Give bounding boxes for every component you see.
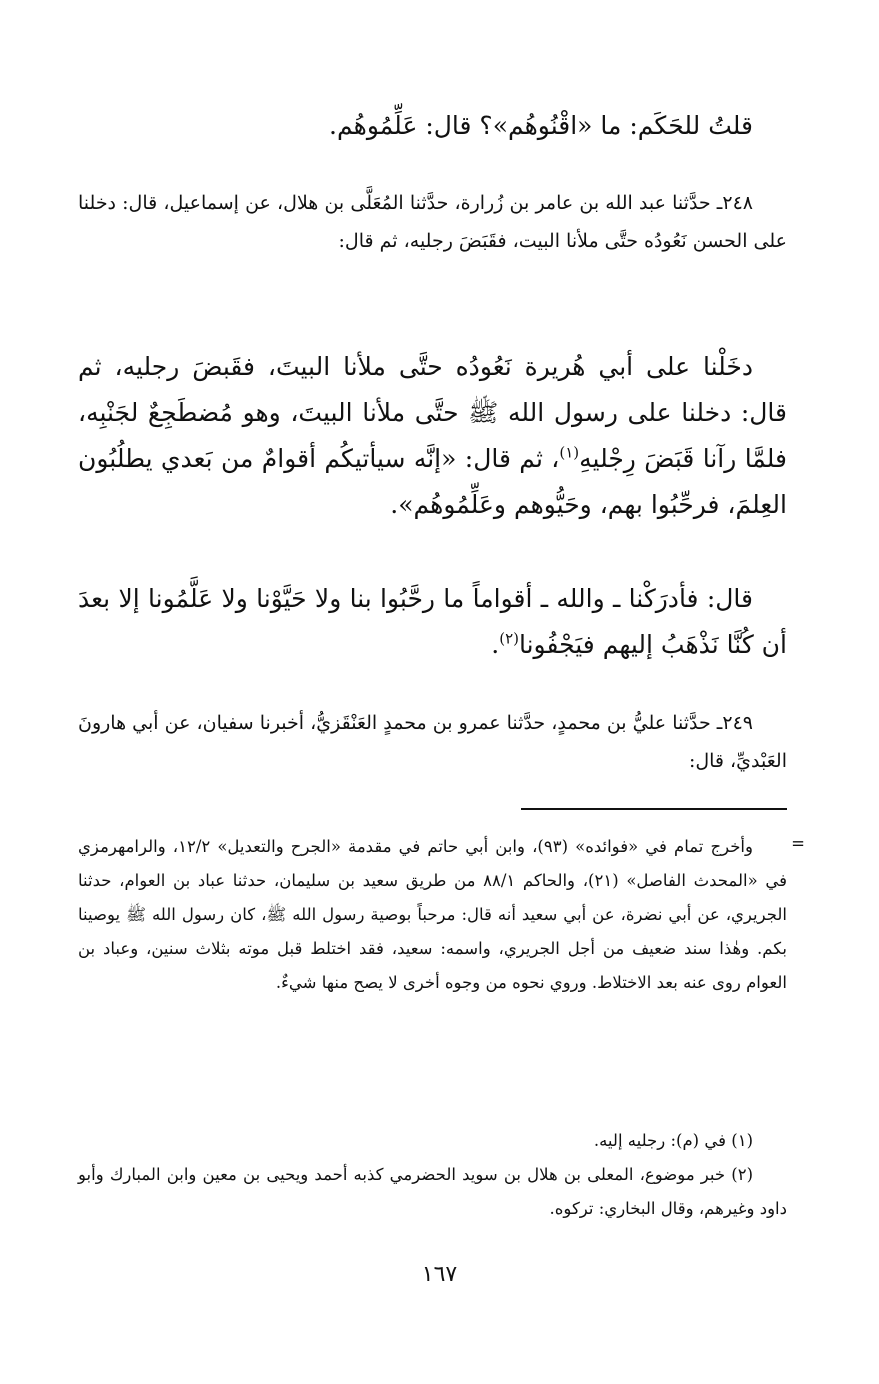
matn-text-1: دخَلْنا على أبي هُريرة نَعُودُه حتَّى ملأنا البيتَ، فقَبضَ رجليه، ثم قال: دخلنا على رسول الله ﷺ حتَّى ملأنا البيتَ، وهو مُضطَجِعٌ لجَنْبِه، فلمَّا رآنا قَبَضَ رِجْليهِ bbox=[78, 352, 787, 473]
matn-text-2: ، ثم قال: «إنَّه سيأتيكُم أقوامٌ من بَعدي يطلُبُون العِلمَ، فرحِّبُوا بهم، وحَيُّوهم وعَلِّمُوهُم». bbox=[78, 444, 787, 519]
top-line: قلتُ للحَكَم: ما «اقْنُوهُم»؟ قال: عَلِّمُوهُم. bbox=[329, 111, 753, 140]
hadith-248-matn bbox=[78, 344, 787, 528]
footnote-separator bbox=[521, 808, 787, 810]
hadith-248-sequel bbox=[78, 576, 787, 668]
footnote-continuation: وأخرج تمام في «فوائده» (٩٣)، وابن أبي حاتم في مقدمة «الجرح والتعديل» ١٢/٢، والرامهرمزي في «المحدث الفاصل» (٢١)، والحاكم ٨٨/١ من طريق سعيد بن سليمان، حدثنا عباد بن العوام، حدثنا الجريري، عن أبي نضرة، عن أبي سعيد أنه قال: مرحباً بوصية رسول الله ﷺ، كان رسول الله ﷺ يوصينا بكم. وهٰذا سند ضعيف من أجل الجريري، واسمه: سعيد، فقد اختلط قبل موته بثلاث سنين، وعباد بن العوام روى عنه بعد الاختلاط. وروي نحوه من وجوه أخرى لا يصح منها شيءٌ. bbox=[78, 837, 787, 992]
footnote-continuation-mark: = bbox=[791, 834, 805, 853]
footnote-ref-1: (١) bbox=[559, 443, 580, 462]
sequel-text-1: قال: فأدرَكْنا ـ والله ـ أقواماً ما رحَّبُوا بنا ولا حَيَّوْنا ولا عَلَّمُونا إلا بعدَ أن كُنَّا نَذْهَبُ إليهم فيَجْفُونا bbox=[78, 584, 787, 659]
hadith-249: ٢٤٩ـ حدَّثنا عليُّ بن محمدٍ، حدَّثنا عمرو بن محمدٍ العَنْقَزيُّ، أخبرنا سفيان، عن أبي هارونَ العَبْديِّ، قال: bbox=[78, 712, 787, 772]
hadith-248-isnad: ٢٤٨ـ حدَّثنا عبد الله بن عامر بن زُرارة، حدَّثنا المُعَلَّى بن هلال، عن إسماعيل، قال: دخلنا على الحسن نَعُودُه حتَّى ملأنا البيت، فقَبَضَ رجليه، ثم قال: bbox=[78, 192, 787, 252]
page-number: ١٦٧ bbox=[421, 1262, 458, 1287]
footnote-ref-2: (٢) bbox=[499, 629, 519, 648]
footnote-2: (٢) خبر موضوع، المعلى بن هلال بن سويد الحضرمي كذبه أحمد ويحيى بن معين وابن المبارك وأبو داود وغيرهم، وقال البخاري: تركوه. bbox=[78, 1165, 787, 1218]
footnote-1: (١) في (م): رجليه إليه. bbox=[593, 1131, 753, 1150]
sequel-text-2: . bbox=[491, 630, 500, 659]
